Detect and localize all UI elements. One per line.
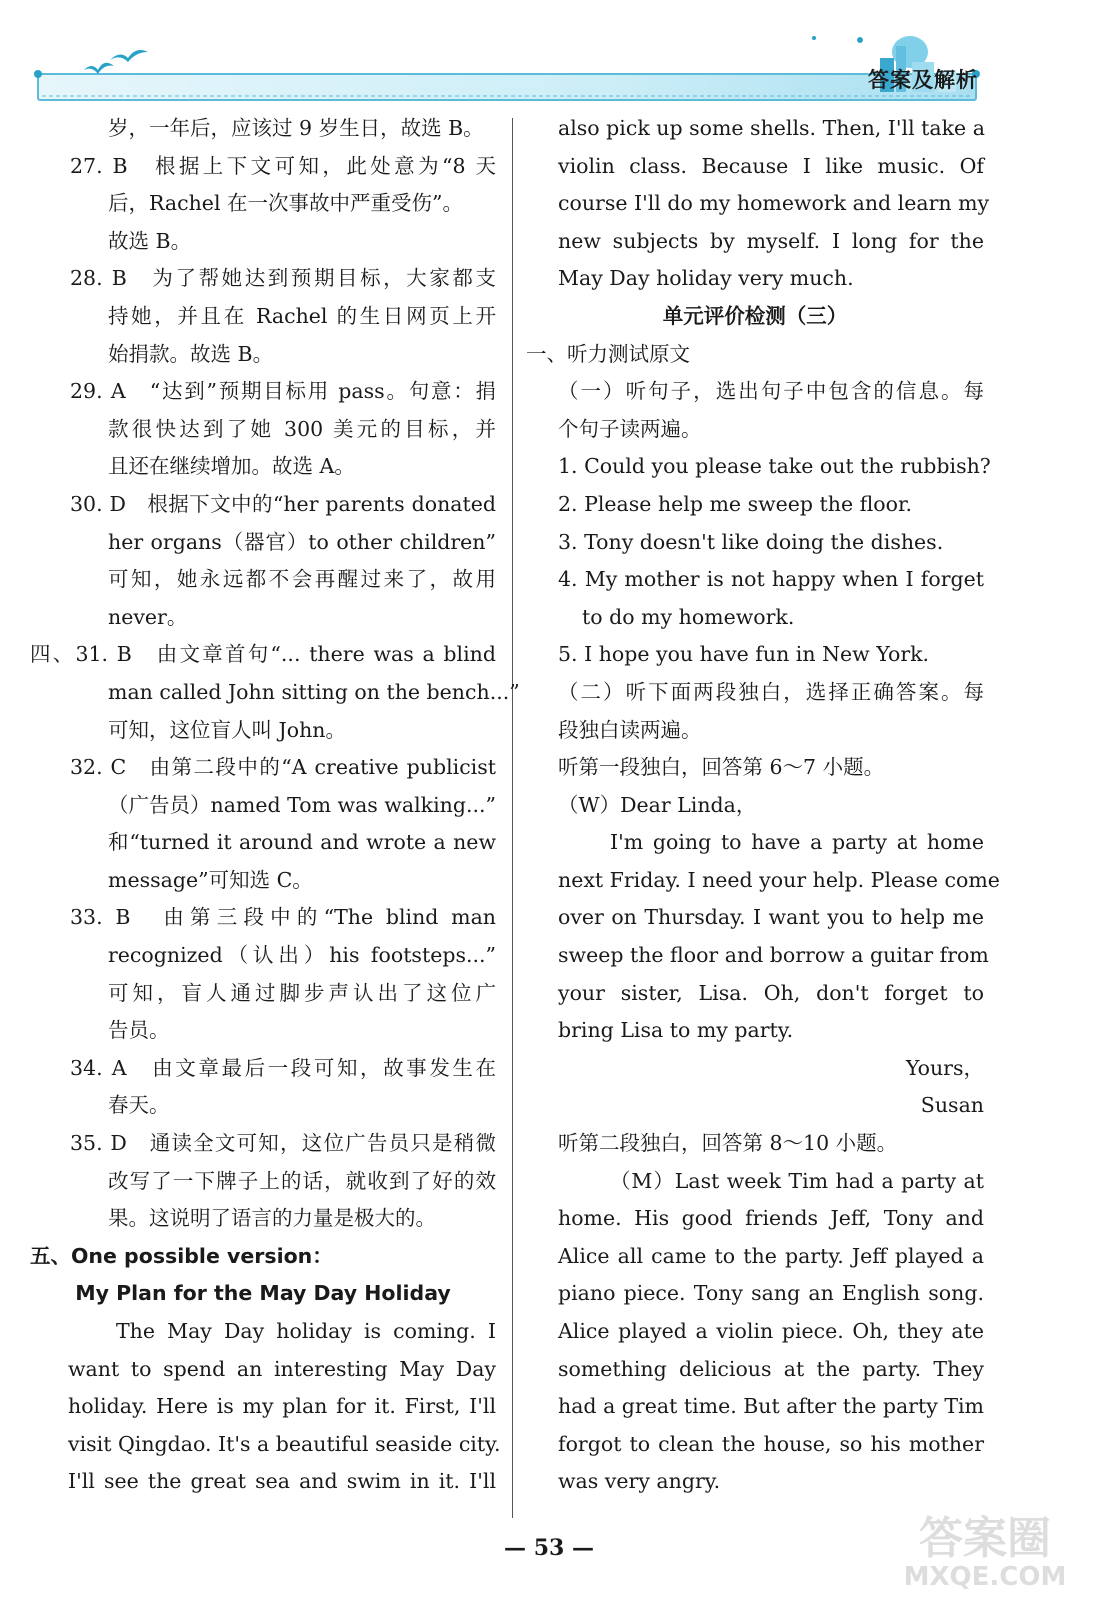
left-text-line: 33. B 由第三段中的“The blind man xyxy=(70,905,496,930)
right-text-line: 段独白读两遍。 xyxy=(558,717,702,742)
right-text-line: piano piece. Tony sang an English song. xyxy=(558,1281,984,1306)
right-text-line: also pick up some shells. Then, I'll take a xyxy=(558,116,985,140)
left-text-line: 款很快达到了她 300 美元的目标，并 xyxy=(108,416,496,441)
right-text-line: 听第二段独白，回答第 8～10 小题。 xyxy=(558,1131,898,1156)
left-text-line: 故选 B。 xyxy=(108,228,192,253)
right-text-line: your sister, Lisa. Oh, don't forget to xyxy=(558,980,984,1005)
svg-text:答案圈: 答案圈 xyxy=(919,1513,1051,1564)
left-text-line: 29. A “达到”预期目标用 pass。句意：捐 xyxy=(70,379,496,404)
right-text-line: to do my homework. xyxy=(582,604,795,629)
left-text-line: 告员。 xyxy=(108,1018,170,1043)
left-text-line: 岁，一年后，应该过 9 岁生日，故选 B。 xyxy=(108,116,484,140)
left-text-line: 果。这说明了语言的力量是极大的。 xyxy=(108,1206,436,1231)
right-text-line: 个句子读两遍。 xyxy=(558,416,702,441)
right-text-line: over on Thursday. I want you to help me xyxy=(558,905,984,930)
page-header xyxy=(0,0,1098,115)
left-text-line: 32. C 由第二段中的“A creative publicist xyxy=(70,755,496,780)
left-text-line: 且还在继续增加。故选 A。 xyxy=(108,454,355,479)
right-text-line: I'm going to have a party at home xyxy=(610,830,984,855)
right-text-line: （二）听下面两段独白，选择正确答案。每 xyxy=(558,679,984,704)
left-text-line: My Plan for the May Day Holiday xyxy=(75,1281,451,1306)
right-text-line: home. His good friends Jeff, Tony and xyxy=(558,1206,984,1231)
birds-icon xyxy=(84,50,148,74)
left-text-line: 始捐款。故选 B。 xyxy=(108,341,274,366)
column-divider xyxy=(512,118,513,1518)
left-text-line: recognized（认出）his footsteps...” xyxy=(108,943,496,968)
left-text-line: man called John sitting on the bench...” xyxy=(108,679,520,704)
left-text-line: her organs（器官）to other children” xyxy=(108,529,496,554)
right-text-line: 3. Tony doesn't like doing the dishes. xyxy=(558,529,944,554)
right-text-line: 2. Please help me sweep the floor. xyxy=(558,491,913,516)
right-text-line: had a great time. But after the party Tim xyxy=(558,1394,984,1419)
left-text-line: message”可知选 C。 xyxy=(108,867,313,892)
watermark-logo xyxy=(893,1505,1078,1590)
left-text-line: 27. B 根据上下文可知，此处意为“8 天 xyxy=(70,153,496,178)
right-text-line: Susan xyxy=(920,1093,984,1118)
right-text-line: （M）Last week Tim had a party at xyxy=(610,1168,984,1193)
svg-text:MXQE.COM: MXQE.COM xyxy=(903,1562,1067,1590)
right-text-line: violin class. Because I like music. Of xyxy=(558,153,984,178)
header-title: 答案及解析 xyxy=(868,68,978,92)
left-text-line: （广告员）named Tom was walking...” xyxy=(108,792,496,817)
left-text-line: 可知，盲人通过脚步声认出了这位广 xyxy=(108,980,496,1005)
right-text-line: forgot to clean the house, so his mother xyxy=(558,1431,984,1456)
right-text-line: bring Lisa to my party. xyxy=(558,1018,794,1043)
right-text-line: new subjects by myself. I long for the xyxy=(558,228,984,253)
right-text-line: May Day holiday very much. xyxy=(558,266,854,291)
left-text-line: I'll see the great sea and swim in it. I'll xyxy=(68,1469,496,1494)
left-text-line: 四、31. B 由文章首句“... there was a blind xyxy=(30,642,496,667)
right-text-line: course I'll do my homework and learn my xyxy=(558,191,990,216)
left-text-line: 30. D 根据下文中的“her parents donated xyxy=(70,491,496,516)
left-text-line: 春天。 xyxy=(108,1093,170,1118)
right-text-line: 5. I hope you have fun in New York. xyxy=(558,642,930,667)
left-text-line: 和“turned it around and wrote a new xyxy=(108,830,496,855)
left-text-line: The May Day holiday is coming. I xyxy=(116,1319,496,1343)
left-text-line: 后，Rachel 在一次事故中严重受伤”。 xyxy=(108,191,463,216)
left-text-line: 28. B 为了帮她达到预期目标，大家都支 xyxy=(70,266,496,291)
right-text-line: Alice played a violin piece. Oh, they ate xyxy=(558,1319,984,1343)
right-text-line: （一）听句子，选出句子中包含的信息。每 xyxy=(558,379,984,404)
left-text-line: 35. D 通读全文可知，这位广告员只是稍微 xyxy=(70,1131,496,1156)
right-text-line: 1. Could you please take out the rubbish? xyxy=(558,454,991,479)
right-text-line: （W）Dear Linda， xyxy=(558,792,757,817)
left-text-line: holiday. Here is my plan for it. First, I'll xyxy=(68,1394,496,1419)
left-text-line: 可知，这位盲人叫 John。 xyxy=(108,717,346,742)
right-text-line: next Friday. I need your help. Please come xyxy=(558,867,1000,892)
left-text-line: visit Qingdao. It's a beautiful seaside city. xyxy=(68,1431,501,1456)
header-decoration xyxy=(0,0,1098,115)
right-text-line: 一、听力测试原文 xyxy=(526,341,690,366)
right-text-line: was very angry. xyxy=(558,1469,721,1494)
right-text-line: 听第一段独白，回答第 6～7 小题。 xyxy=(558,755,885,780)
left-text-line: want to spend an interesting May Day xyxy=(68,1356,496,1381)
right-text-line: Yours， xyxy=(905,1055,984,1080)
page-number: — 53 — xyxy=(504,1535,594,1561)
right-text-line: 4. My mother is not happy when I forget xyxy=(558,567,984,592)
left-text-line: 可知，她永远都不会再醒过来了，故用 xyxy=(108,567,496,592)
left-text-line: 改写了一下牌子上的话，就收到了好的效 xyxy=(108,1168,496,1193)
right-text-line: sweep the floor and borrow a guitar from xyxy=(558,943,989,968)
left-text-line: 持她，并且在 Rachel 的生日网页上开 xyxy=(108,303,496,328)
right-text-line: Alice all came to the party. Jeff played a xyxy=(558,1243,984,1268)
left-text-line: never。 xyxy=(108,604,188,629)
left-text-line: 五、One possible version： xyxy=(30,1243,333,1268)
right-text-line: something delicious at the party. They xyxy=(558,1356,984,1381)
left-column xyxy=(30,110,520,1501)
right-column xyxy=(526,110,1000,1501)
right-text-line: 单元评价检测（三） xyxy=(662,303,848,328)
left-text-line: 34. A 由文章最后一段可知，故事发生在 xyxy=(70,1055,496,1080)
